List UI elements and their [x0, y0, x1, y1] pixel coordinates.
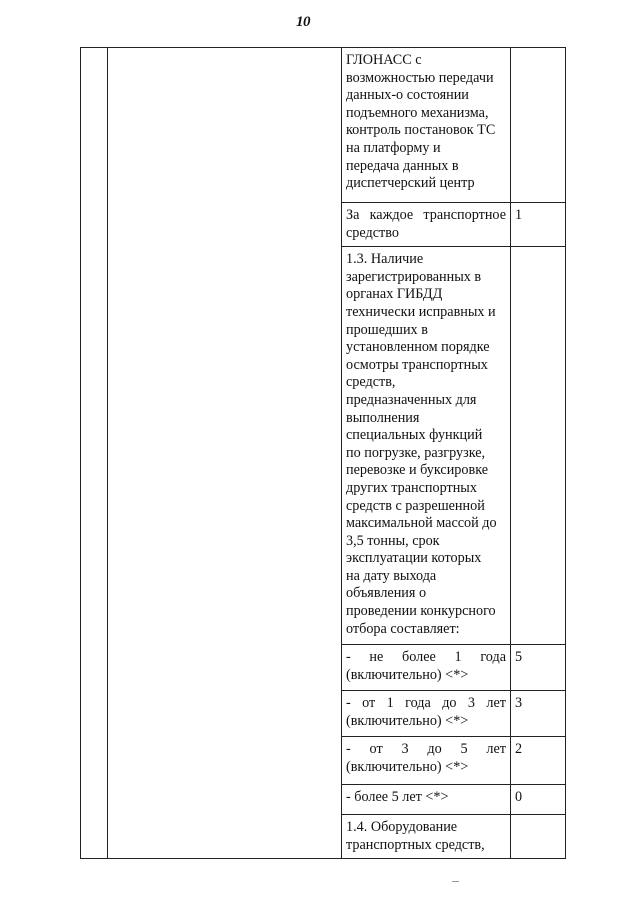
score-cell [511, 815, 566, 859]
score-cell: 0 [511, 785, 566, 815]
criterion-cell: - от 3 до 5 лет (включительно) <*> [342, 737, 511, 785]
criterion-cell: 1.3. Наличие зарегистрированных в органах ГИБДД технически исправных и прошедших в установленном порядке осмотры транспортных средств, предназначенных для выполнения специальных функций по погрузке, разгрузке, перевозке и буксировке других транспортных средств с разрешенной максимальной массой до 3,5 тонны, срок эксплуатации которых на дату выхода объявления о проведении конкурсного отбора составляет: [342, 247, 511, 645]
table-row [81, 48, 566, 203]
scan-mark [452, 881, 459, 882]
criterion-cell: - от 1 года до 3 лет (включительно) <*> [342, 691, 511, 737]
score-cell: 1 [511, 203, 566, 247]
score-cell [511, 48, 566, 203]
criterion-cell: За каждое транспортное средство [342, 203, 511, 247]
criterion-cell: 1.4. Оборудование транспортных средств, [342, 815, 511, 859]
score-cell: 3 [511, 691, 566, 737]
indicator-column-cell [108, 48, 342, 859]
number-column-cell [81, 48, 108, 859]
criterion-cell: ГЛОНАСС с возможностью передачи данных-о состоянии подъемного механизма, контроль постановок ТС на платформу и передача данных в диспетчерский центр [342, 48, 511, 203]
page-number: 10 [296, 14, 310, 30]
score-cell [511, 247, 566, 645]
criteria-table [80, 47, 566, 859]
criterion-cell: - более 5 лет <*> [342, 785, 511, 815]
score-cell: 5 [511, 645, 566, 691]
score-cell: 2 [511, 737, 566, 785]
criterion-cell: - не более 1 года (включительно) <*> [342, 645, 511, 691]
